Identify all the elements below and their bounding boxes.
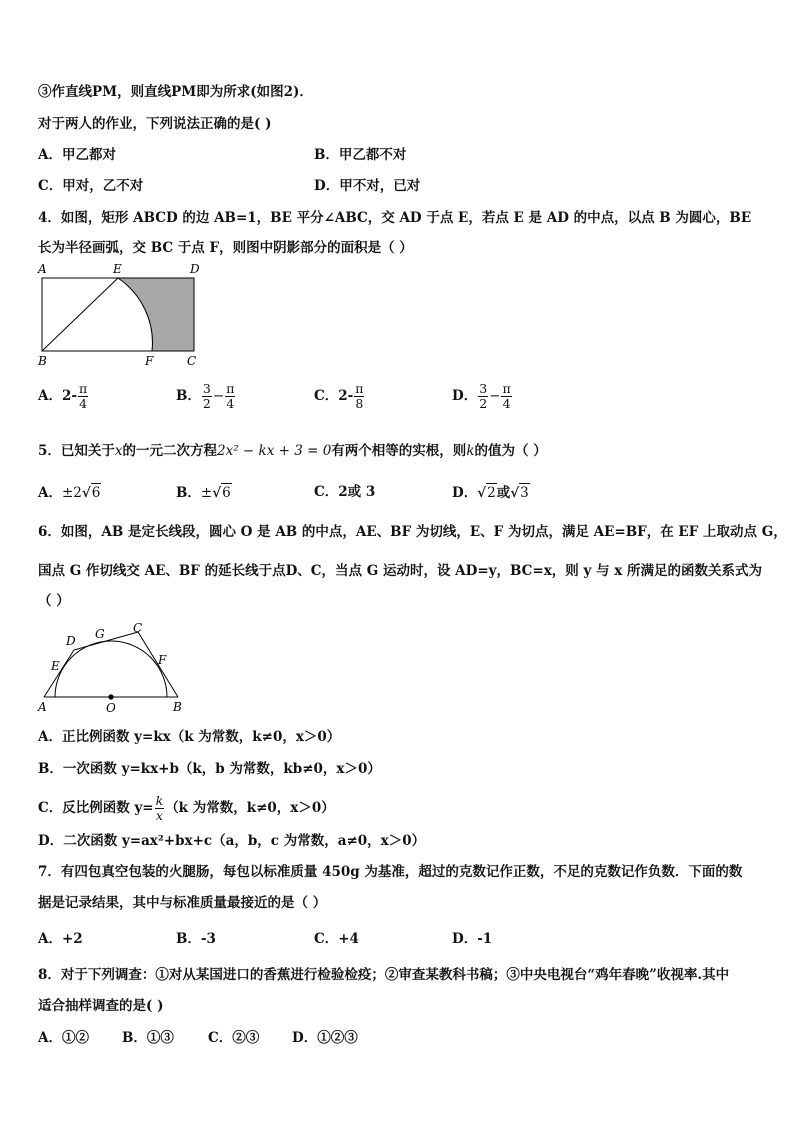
q4-option-c[interactable]: C．2- $\frac{\pi}{8}$ bbox=[314, 381, 364, 411]
q5-option-d[interactable]: D．√2或√3 bbox=[452, 485, 529, 501]
q5-option-a[interactable]: A．±2√6 bbox=[38, 485, 101, 501]
q6-option-b[interactable]: B．一次函数 y=kx+b（k，b 为常数，kb≠0，x＞0） bbox=[38, 761, 381, 777]
q8-text-line2: 适合抽样调查的是( ) bbox=[38, 998, 164, 1014]
q4-text-line1: 4．如图，矩形 ABCD 的边 AB=1，BE 平分∠ABC，交 AD 于点 E，若点 E 是 AD 的中点，以点 B 为圆心，BE bbox=[38, 210, 752, 226]
q6-text-line2: 国点 G 作切线交 AE、BF 的延长线于点D、C，当点 G 运动时，设 AD=y，BC=x，则 y 与 x 所满足的函数关系式为 bbox=[38, 563, 762, 579]
q6-label-g: G bbox=[95, 627, 105, 641]
q6-label-e: E bbox=[51, 659, 60, 673]
q4-shaded-region bbox=[118, 278, 194, 351]
q3-option-a[interactable]: A．甲乙都对 bbox=[38, 147, 116, 163]
q4-label-d: D bbox=[190, 262, 200, 276]
q3-question: 对于两人的作业，下列说法正确的是( ) bbox=[38, 116, 272, 132]
q4-label-a: A bbox=[38, 262, 47, 276]
q7-text-line2: 据是记录结果，其中与标准质量最接近的是（ ） bbox=[38, 895, 327, 911]
q6-label-f: F bbox=[158, 653, 167, 667]
q6-semicircle bbox=[55, 641, 167, 697]
q6-option-d[interactable]: D．二次函数 y=ax²+bx+c（a，b，c 为常数，a≠0，x＞0） bbox=[38, 833, 426, 849]
q4-text-line2: 长为半径画弧，交 BC 于点 F，则图中阴影部分的面积是（ ） bbox=[38, 240, 413, 256]
q5-option-c[interactable]: C．2或 3 bbox=[314, 484, 376, 500]
q7-option-d[interactable]: D．-1 bbox=[452, 931, 493, 947]
q4-label-f: F bbox=[145, 354, 154, 368]
q7-text-line1: 7．有四包真空包装的火腿肠，每包以标准质量 450g 为基准，超过的克数记作正数，不足的克数记作负数．下面的数 bbox=[38, 864, 743, 880]
q6-label-a: A bbox=[38, 700, 47, 714]
q3-option-d[interactable]: D．甲不对，已对 bbox=[314, 178, 421, 194]
q4-label-e: E bbox=[113, 262, 122, 276]
q6-label-b: B bbox=[173, 700, 182, 714]
q4-label-b: B bbox=[38, 354, 47, 368]
q8-text-line1: 8．对于下列调查：①对从某国进口的香蕉进行检验检疫；②审查某教科书稿；③中央电视台“鸡年春晚”收视率.其中 bbox=[38, 967, 730, 983]
q4-figure bbox=[34, 262, 204, 370]
q7-option-a[interactable]: A．+2 bbox=[38, 931, 83, 947]
q8-option-c[interactable]: C．②③ bbox=[208, 1030, 260, 1046]
q6-option-a[interactable]: A．正比例函数 y=kx（k 为常数，k≠0，x＞0） bbox=[38, 729, 341, 745]
q6-label-d: D bbox=[66, 634, 76, 648]
q5-option-b[interactable]: B．±√6 bbox=[176, 485, 231, 501]
q6-text-line1: 6．如图，AB 是定长线段，圆心 O 是 AB 的中点，AE、BF 为切线，E、F 为切点，满足 AE=BF，在 EF 上取动点 G， bbox=[38, 524, 787, 540]
q3-option-b[interactable]: B．甲乙都不对 bbox=[314, 147, 407, 163]
q6-label-c: C bbox=[133, 621, 143, 635]
q8-option-a[interactable]: A．①② bbox=[38, 1030, 89, 1046]
q6-label-o: O bbox=[106, 701, 116, 715]
q6-text-line3: （ ） bbox=[38, 593, 70, 609]
q6-center-point bbox=[108, 694, 113, 699]
q4-option-b[interactable]: B． $\frac{3}{2}$ − $\frac{\pi}{4}$ bbox=[176, 381, 235, 411]
q7-option-c[interactable]: C．+4 bbox=[314, 931, 359, 947]
q5-equation: 2x² − kx + 3 = 0 bbox=[217, 443, 332, 459]
q3-step3: ③作直线PM，则直线PM即为所求(如图2)． bbox=[38, 84, 313, 100]
q5-text: 5．已知关于x的一元二次方程2x² − kx + 3 = 0有两个相等的实根，则k的值为（ ） bbox=[38, 443, 547, 459]
q6-figure bbox=[34, 620, 186, 716]
q4-segment-be bbox=[42, 278, 118, 351]
q3-option-c[interactable]: C．甲对，乙不对 bbox=[38, 178, 144, 194]
q4-option-d[interactable]: D． $\frac{3}{2}$ − $\frac{\pi}{4}$ bbox=[452, 381, 511, 411]
q4-option-a[interactable]: A．2- $\frac{\pi}{4}$ bbox=[38, 381, 88, 411]
q8-option-b[interactable]: B．①③ bbox=[122, 1030, 174, 1046]
q7-option-b[interactable]: B．-3 bbox=[176, 931, 216, 947]
q8-option-d[interactable]: D．①②③ bbox=[292, 1030, 358, 1046]
q6-option-c[interactable]: C．反比例函数 y= $\frac{k}{x}$ （k 为常数，k≠0，x＞0） bbox=[38, 793, 335, 823]
q4-label-c: C bbox=[187, 354, 197, 368]
